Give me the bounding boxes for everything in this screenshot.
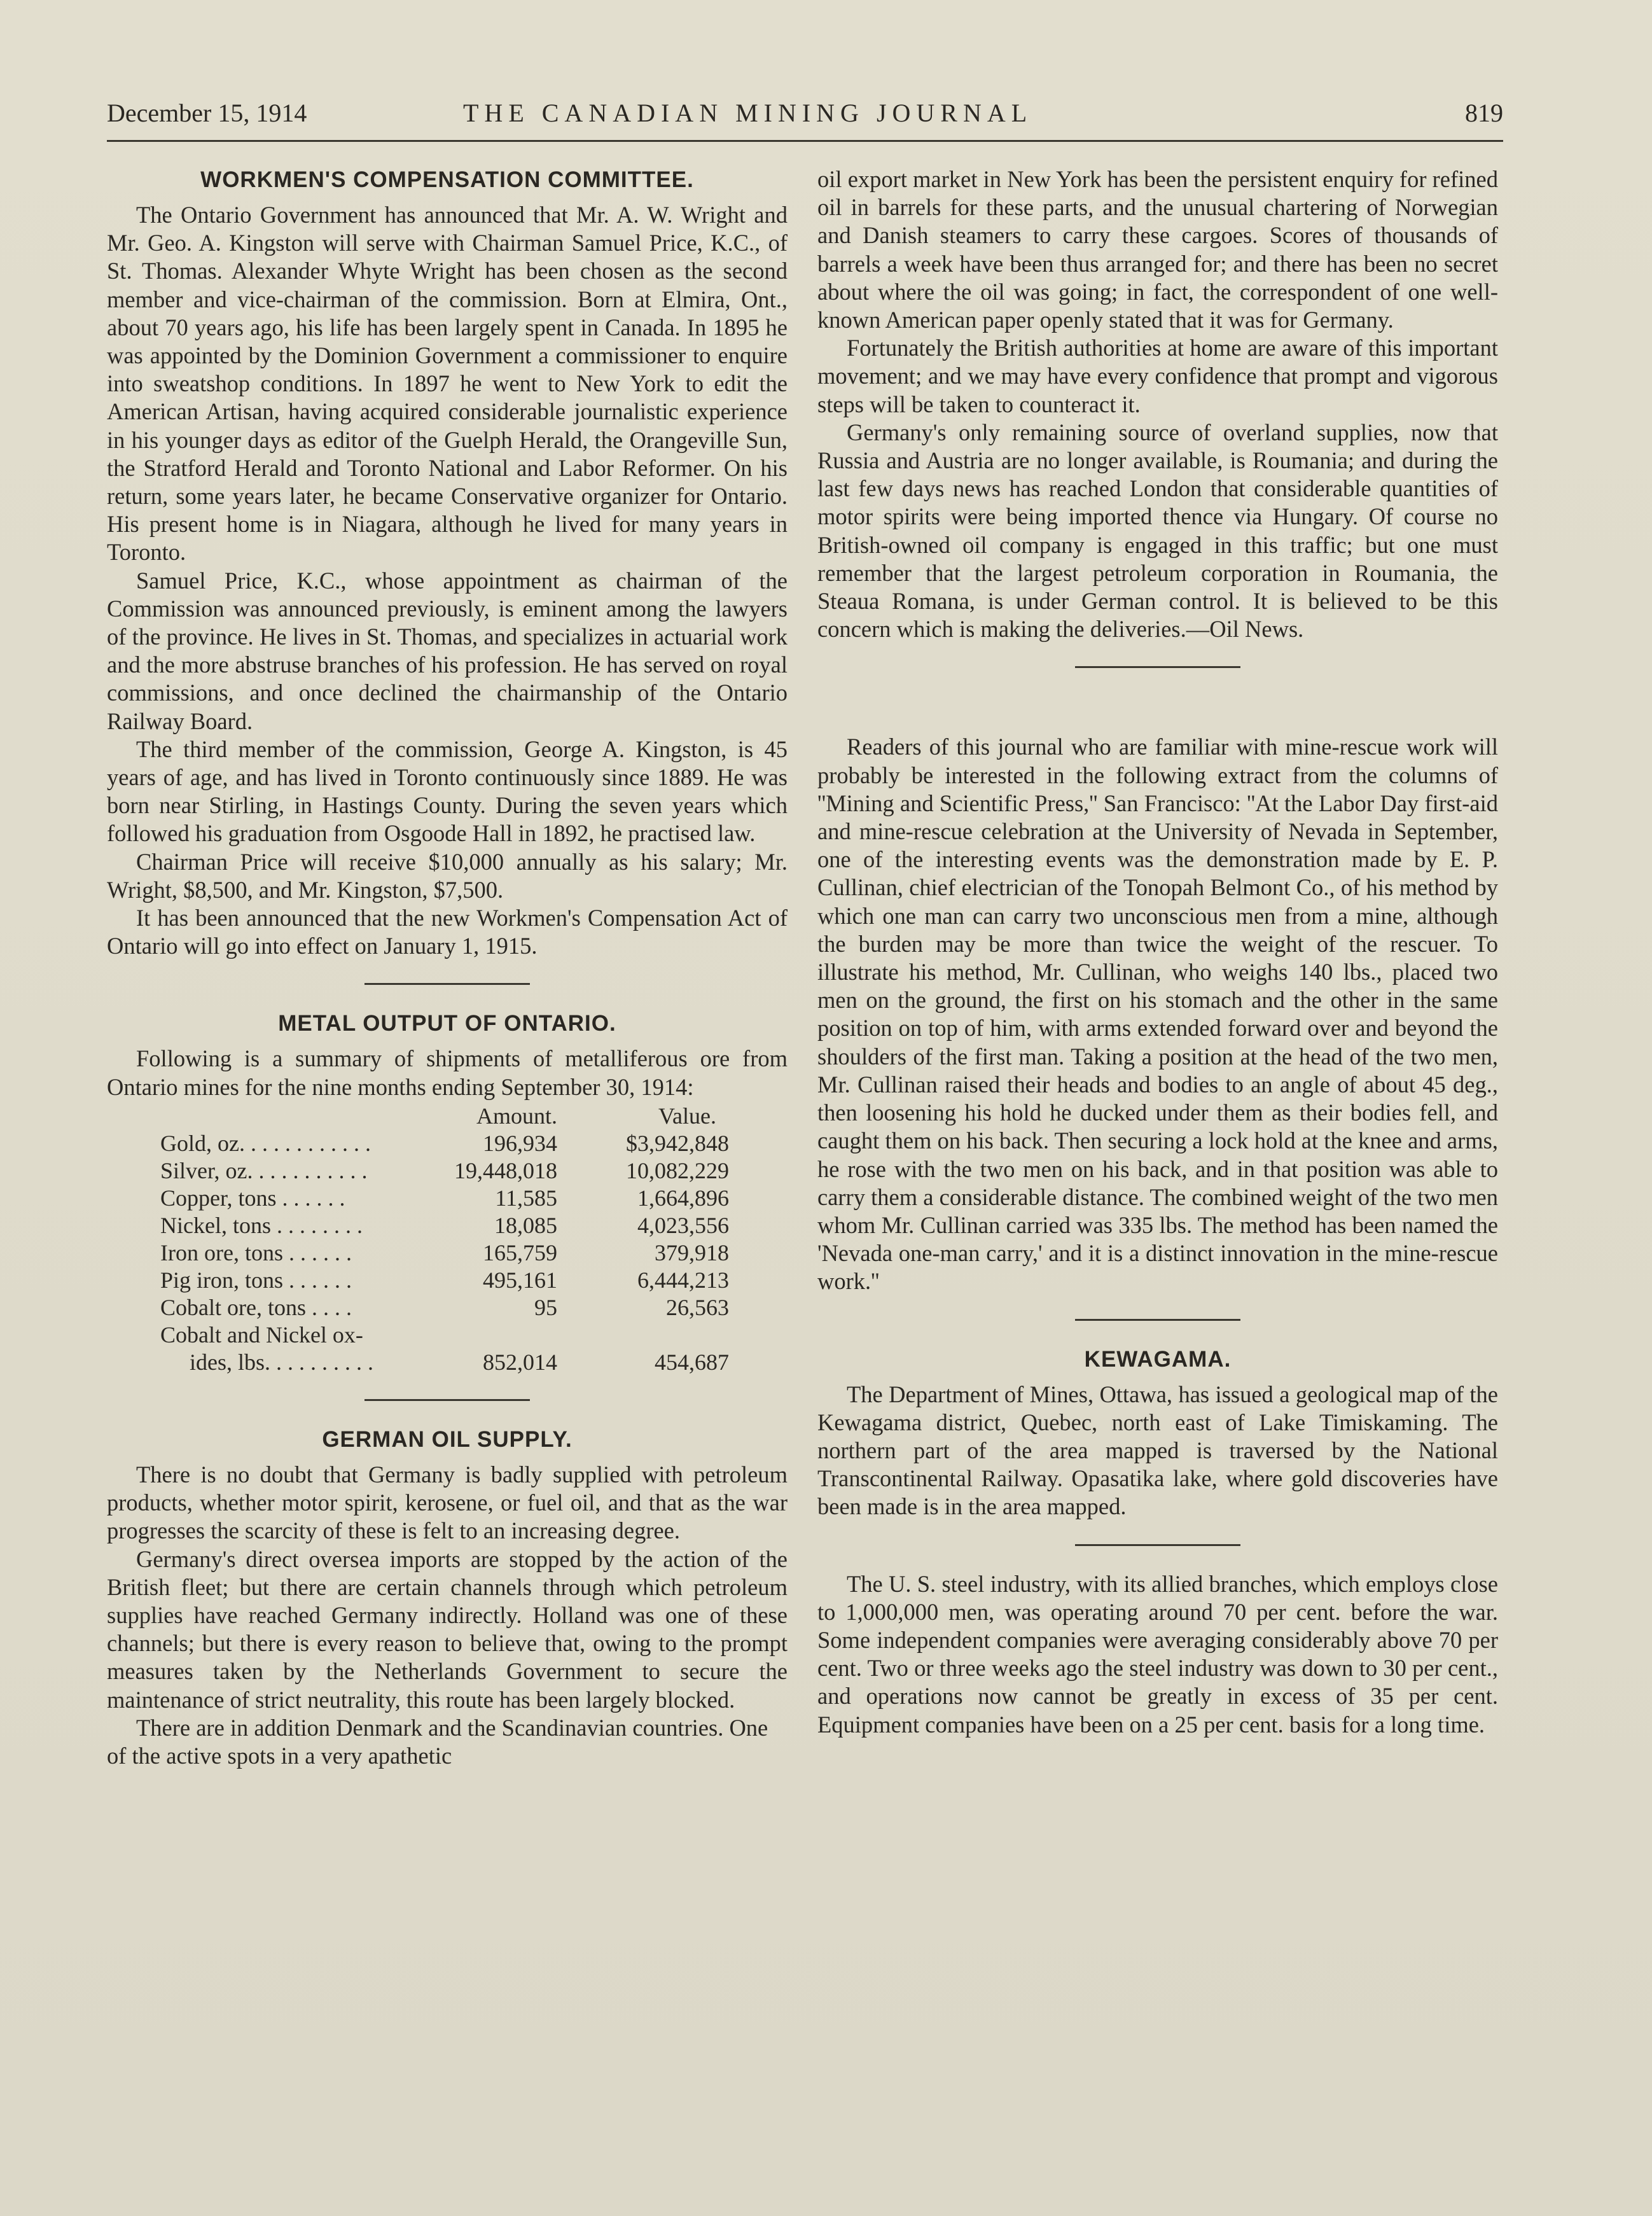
metal-name: Pig iron, tons . . . . . . <box>160 1267 352 1293</box>
german-oil-continued: oil export market in New York has been the persistent enquiry for refined oil in barrels for these parts, and the unusual chartering of Norwegian and Danish steamers to carry these cargoes. Scores of thousands of barrels a week have been thus arranged for; and there has been no secret about where the oil was going; in fact, the correspondent of one well-known American paper openly stated that it was for Germany. <box>817 166 1498 333</box>
table-row <box>107 1321 788 1349</box>
table-row <box>107 1130 788 1157</box>
metal-value: 1,664,896 <box>637 1185 729 1211</box>
section-divider <box>364 983 530 985</box>
metal-amount: 18,085 <box>494 1212 557 1238</box>
metal-amount: 165,759 <box>483 1239 557 1265</box>
metal-amount: 196,934 <box>483 1130 557 1156</box>
german-oil-paragraph: Germany's direct oversea imports are stopped by the action of the British fleet; but there are certain channels through which petroleum supplies have reached Germany indirectly. Holland was one of these channels; but there is every reason to believe that, owing to the prompt measures taken by the Netherlands Government to secure the maintenance of strict neutrality, this route has been largely blocked. <box>107 1545 788 1713</box>
section-divider <box>1075 1319 1240 1321</box>
workmen-paragraph: Chairman Price will receive $10,000 annually as his salary; Mr. Wright, $8,500, and Mr. Kingston, $7,500. <box>107 848 788 903</box>
metal-name: Cobalt and Nickel ox- <box>160 1321 363 1348</box>
left-column <box>107 165 788 1770</box>
right-column <box>817 165 1498 1739</box>
metal-value: $3,942,848 <box>626 1130 729 1156</box>
workmen-heading: WORKMEN'S COMPENSATION COMMITTEE. <box>200 167 694 192</box>
workmen-paragraph: It has been announced that the new Workmen's Compensation Act of Ontario will go into effect on January 1, 1915. <box>107 905 788 959</box>
table-header-row <box>107 1103 788 1130</box>
table-row <box>107 1185 788 1212</box>
german-oil-paragraph: There is no doubt that Germany is badly supplied with petroleum products, whether motor spirit, kerosene, or fuel oil, and that as the war progresses the scarcity of these is felt to an increasing degree. <box>107 1461 788 1544</box>
metal-name: Cobalt ore, tons . . . . <box>160 1294 352 1320</box>
metal-value: 454,687 <box>655 1349 729 1375</box>
metal-name: Copper, tons . . . . . . <box>160 1185 345 1211</box>
section-divider <box>364 1399 530 1401</box>
metal-heading: METAL OUTPUT OF ONTARIO. <box>278 1011 616 1036</box>
kewagama-heading: KEWAGAMA. <box>1084 1346 1232 1372</box>
page-number: 819 <box>1465 99 1503 127</box>
journal-title: THE CANADIAN MINING JOURNAL <box>463 99 1033 127</box>
table-row <box>107 1349 788 1376</box>
metal-name: Silver, oz. . . . . . . . . . . <box>160 1157 368 1183</box>
table-row <box>107 1294 788 1321</box>
metal-name: Iron ore, tons . . . . . . <box>160 1239 352 1265</box>
metal-intro: Following is a summary of shipments of metalliferous ore from Ontario mines for the nine months ending September 30, 1914: <box>107 1045 788 1100</box>
metal-output-table <box>107 1103 788 1376</box>
metal-value: 379,918 <box>655 1239 729 1265</box>
metal-value: 4,023,556 <box>637 1212 729 1238</box>
value-column-header: Value. <box>658 1103 716 1129</box>
metal-value: 6,444,213 <box>637 1267 729 1293</box>
metal-value: 26,563 <box>666 1294 729 1320</box>
steel-industry-article: The U. S. steel industry, with its allied branches, which employs close to 1,000,000 men, was operating around 70 per cent. before the war. Some independent companies were averaging considerably above 70 per cent. Two or three weeks ago the steel industry was down to 30 per cent., and operations now cannot be greatly in excess of 35 per cent. Equipment companies have been on a 25 per cent. basis for a long time. <box>817 1570 1498 1738</box>
german-oil-paragraph: There are in addition Denmark and the Scandinavian countries. One of the active spots in a very apathetic <box>107 1714 768 1769</box>
metal-name: Gold, oz. . . . . . . . . . . . <box>160 1130 371 1156</box>
german-oil-continued: Fortunately the British authorities at home are aware of this important movement; and we may have every confidence that prompt and vigorous steps will be taken to counteract it. <box>817 335 1498 417</box>
table-row <box>107 1157 788 1185</box>
metal-name: Nickel, tons . . . . . . . . <box>160 1212 363 1238</box>
table-row <box>107 1239 788 1267</box>
issue-date: December 15, 1914 <box>107 99 307 127</box>
section-divider <box>1075 1544 1240 1546</box>
metal-amount: 495,161 <box>483 1267 557 1293</box>
metal-amount: 95 <box>534 1294 557 1320</box>
workmen-paragraph: The third member of the commission, George A. Kingston, is 45 years of age, and has lived in Toronto continuously since 1889. He was born near Stirling, in Hastings County. During the seven years which followed his graduation from Osgoode Hall in 1892, he practised law. <box>107 735 788 847</box>
amount-column-header: Amount. <box>476 1103 557 1129</box>
table-row <box>107 1267 788 1294</box>
workmen-paragraph: The Ontario Government has announced that Mr. A. W. Wright and Mr. Geo. A. Kingston will serve with Chairman Samuel Price, K.C., of St. Thomas. Alexander Whyte Wright has been chosen as the second member and vice-chairman of the commission. Born at Elmira, Ont., about 70 years ago, his life has been largely spent in Canada. In 1895 he was appointed by the Dominion Government a commissioner to enquire into sweatshop conditions. In 1897 he went to New York to edit the American Artisan, having acquired considerable journalistic experience in his younger days as editor of the Guelph Herald, the Orangeville Sun, the Stratford Herald and Toronto National and Labor Reformer. On his return, some years later, he became Conservative organizer for Ontario. His present home is in Niagara, although he lived for many years in Toronto. <box>107 202 788 566</box>
metal-value: 10,082,229 <box>626 1157 729 1183</box>
metal-amount: 11,585 <box>495 1185 557 1211</box>
page-header <box>107 95 1503 142</box>
german-oil-heading: GERMAN OIL SUPPLY. <box>322 1426 573 1452</box>
metal-name: ides, lbs. . . . . . . . . . <box>190 1349 374 1375</box>
german-oil-continued: Germany's only remaining source of overland supplies, now that Russia and Austria are no longer available, is Roumania; and during the last few days news has reached London that considerable quantities of motor spirits were being imported thence via Hungary. Of course no British-owned oil company is engaged in this traffic; but one must remember that the largest petroleum corporation in Roumania, the Steaua Romana, is under German control. It is believed to be this concern which is making the deliveries.—Oil News. <box>817 419 1498 643</box>
spacer <box>817 692 1498 733</box>
metal-amount: 19,448,018 <box>454 1157 557 1183</box>
table-row <box>107 1212 788 1239</box>
workmen-paragraph: Samuel Price, K.C., whose appointment as chairman of the Commission was announced previously, is eminent among the lawyers of the province. He lives in St. Thomas, and specializes in actuarial work and the more abstruse branches of his profession. He has served on royal commissions, and once declined the chairmanship of the Ontario Railway Board. <box>107 567 788 734</box>
mine-rescue-article: Readers of this journal who are familiar with mine-rescue work will probably be interested in the following extract from the columns of ''Mining and Scientific Press,'' San Francisco: ''At the Labor Day first-aid and mine-rescue celebration at the University of Nevada in September, one of the interesting events was the demonstration made by E. P. Cullinan, chief electrician of the Tonopah Belmont Co., of his method by which one man can carry two unconscious men from a mine, although the burden may be more than twice the weight of the rescuer. To illustrate his method, Mr. Cullinan, who weighs 140 lbs., placed two men on the ground, the first on his stomach and the other in the same position on top of him, with arms extended forward over and beyond the shoulders of the first man. Taking a position at the head of the two men, Mr. Cullinan raised their heads and bodies to an angle of about 45 deg., then loosening his hold he ducked under them as their bodies fell, and caught them on his back. Then securing a lock hold at the knee and arms, he rose with the two men on his back, and in that position was able to carry them a considerable distance. The combined weight of the two men whom Mr. Cullinan carried was 335 lbs. The method has been named the 'Nevada one-man carry,' and it is a distinct innovation in the mine-rescue work.'' <box>817 734 1498 1295</box>
metal-amount: 852,014 <box>483 1349 557 1375</box>
section-divider <box>1075 666 1240 668</box>
kewagama-article: The Department of Mines, Ottawa, has issued a geological map of the Kewagama district, Quebec, north east of Lake Timiskaming. The northern part of the area mapped is traversed by the National Transcontinental Railway. Opasatika lake, where gold discoveries have been made is in the area mapped. <box>817 1381 1498 1520</box>
